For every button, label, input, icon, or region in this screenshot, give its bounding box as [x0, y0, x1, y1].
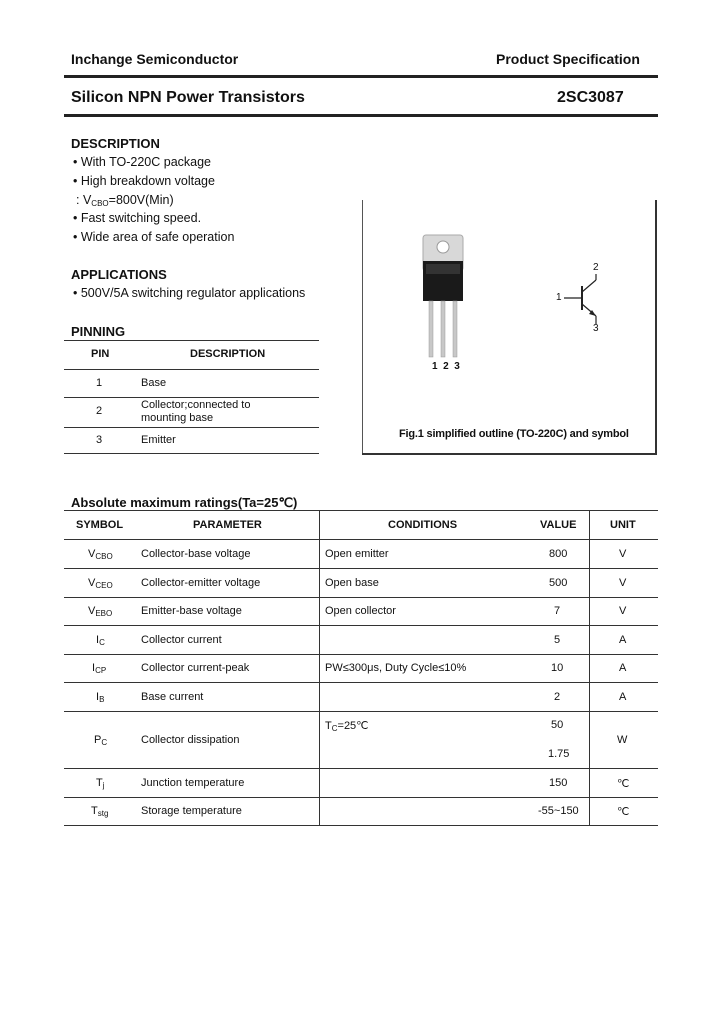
- figure-caption: Fig.1 simplified outline (TO-220C) and symbol: [399, 428, 629, 440]
- company-name: Inchange Semiconductor: [71, 51, 239, 67]
- vcbo-spec: : $V_{CBO}=800V(Min)$: [76, 193, 174, 208]
- rating-value: 800: [549, 548, 568, 560]
- col-symbol: SYMBOL: [76, 519, 124, 531]
- ratings-row-line: [64, 797, 658, 798]
- col-conditions: CONDITIONS: [388, 519, 458, 531]
- ratings-table-bottom: [64, 825, 658, 826]
- pin-col-header: PIN: [91, 348, 110, 360]
- rating-value: 10: [551, 662, 564, 674]
- rating-unit: V: [619, 577, 627, 589]
- figure-border-bottom: [362, 453, 657, 455]
- rating-parameter: Collector current: [141, 634, 222, 646]
- rating-parameter: Collector current-peak: [141, 662, 250, 674]
- rating-value: 2: [554, 691, 561, 703]
- col-unit: UNIT: [610, 519, 636, 531]
- rating-symbol: $T_{stg}$: [91, 805, 109, 818]
- ratings-row-line: [64, 768, 658, 769]
- rating-value-alt: 1.75: [548, 748, 570, 760]
- rating-parameter: Base current: [141, 691, 204, 703]
- pin-table-line: [64, 397, 319, 398]
- symbol-pin2-label: 2: [593, 262, 599, 273]
- rating-value: 150: [549, 777, 568, 789]
- rating-unit: A: [619, 662, 627, 674]
- package-pin-labels: 1 2 3: [432, 361, 460, 372]
- pin-description-cont: mounting base: [141, 412, 214, 424]
- rating-symbol: $I_C$: [96, 634, 105, 647]
- rating-unit: A: [619, 691, 627, 703]
- figure-border-right: [655, 200, 657, 454]
- rating-parameter: Storage temperature: [141, 805, 242, 817]
- doc-type: Product Specification: [496, 51, 640, 67]
- rating-condition: $T_C=25℃$: [325, 720, 369, 733]
- pin-description: Base: [141, 377, 167, 389]
- rating-condition: Open collector: [325, 605, 396, 617]
- rating-value: 5: [554, 634, 561, 646]
- rating-condition: Open base: [325, 577, 379, 589]
- rating-symbol: $T_j$: [96, 777, 105, 790]
- header-rule: [64, 75, 658, 78]
- pin-number: 3: [96, 434, 103, 446]
- part-number: 2SC3087: [557, 89, 624, 106]
- title-rule: [64, 114, 658, 117]
- rating-parameter: Collector-emitter voltage: [141, 577, 261, 589]
- rating-symbol: $V_{CBO}$: [88, 548, 113, 561]
- npn-transistor-symbol-icon: [560, 270, 610, 335]
- applications-item: • 500V/5A switching regulator applications: [73, 286, 306, 300]
- description-item: • Fast switching speed.: [73, 211, 202, 225]
- rating-unit: W: [617, 734, 628, 746]
- pin-table-line: [64, 369, 319, 370]
- ratings-table-top: [64, 510, 658, 511]
- rating-unit: ℃: [617, 778, 630, 790]
- pin-table-bottom: [64, 453, 319, 454]
- pin-description: Emitter: [141, 434, 176, 446]
- ratings-col-divider: [589, 510, 590, 826]
- description-item: • High breakdown voltage: [73, 174, 215, 188]
- description-item: • With TO-220C package: [73, 155, 212, 169]
- pin-number: 2: [96, 405, 103, 417]
- pin-number: 1: [96, 377, 103, 389]
- rating-parameter: Collector dissipation: [141, 734, 240, 746]
- rating-value: 7: [554, 605, 561, 617]
- pin-table-line: [64, 427, 319, 428]
- rating-parameter: Junction temperature: [141, 777, 245, 789]
- rating-parameter: Emitter-base voltage: [141, 605, 242, 617]
- symbol-pin1-label: 1: [556, 292, 562, 303]
- rating-symbol: $I_{CP}$: [92, 662, 107, 675]
- ratings-row-line: [64, 682, 658, 683]
- rating-value: 50: [551, 719, 564, 731]
- description-heading: DESCRIPTION: [71, 136, 160, 151]
- rating-condition: PW≤300μs, Duty Cycle≤10%: [325, 662, 467, 674]
- rating-unit: V: [619, 605, 627, 617]
- pinning-heading: PINNING: [71, 324, 126, 339]
- pin-desc-col-header: DESCRIPTION: [190, 348, 266, 360]
- to220-package-icon: [410, 225, 480, 360]
- ratings-row-line: [64, 711, 658, 712]
- symbol-pin3-label: 3: [593, 323, 599, 334]
- rating-unit: V: [619, 548, 627, 560]
- rating-unit: ℃: [617, 806, 630, 818]
- rating-symbol: $P_C$: [94, 734, 108, 747]
- rating-symbol: $I_B$: [96, 691, 105, 704]
- ratings-heading: Absolute maximum ratings(Ta=25℃): [71, 495, 298, 510]
- pin-description: Collector;connected to: [141, 399, 251, 411]
- rating-parameter: Collector-base voltage: [141, 548, 251, 560]
- ratings-row-line: [64, 568, 658, 569]
- rating-symbol: $V_{EBO}$: [88, 605, 113, 618]
- product-line: Silicon NPN Power Transistors: [71, 89, 305, 106]
- rating-value: 500: [549, 577, 568, 589]
- ratings-row-line: [64, 654, 658, 655]
- figure-border-left: [362, 200, 363, 454]
- col-parameter: PARAMETER: [193, 519, 262, 531]
- rating-condition: Open emitter: [325, 548, 389, 560]
- description-item: • Wide area of safe operation: [73, 230, 235, 244]
- rating-unit: A: [619, 634, 627, 646]
- pin-table-top: [64, 340, 319, 341]
- ratings-row-line: [64, 625, 658, 626]
- ratings-row-line: [64, 539, 658, 540]
- ratings-row-line: [64, 597, 658, 598]
- rating-symbol: $V_{CEO}$: [88, 577, 113, 590]
- ratings-col-divider: [319, 510, 320, 826]
- col-value: VALUE: [540, 519, 577, 531]
- applications-heading: APPLICATIONS: [71, 267, 167, 282]
- rating-value: -55~150: [538, 805, 579, 817]
